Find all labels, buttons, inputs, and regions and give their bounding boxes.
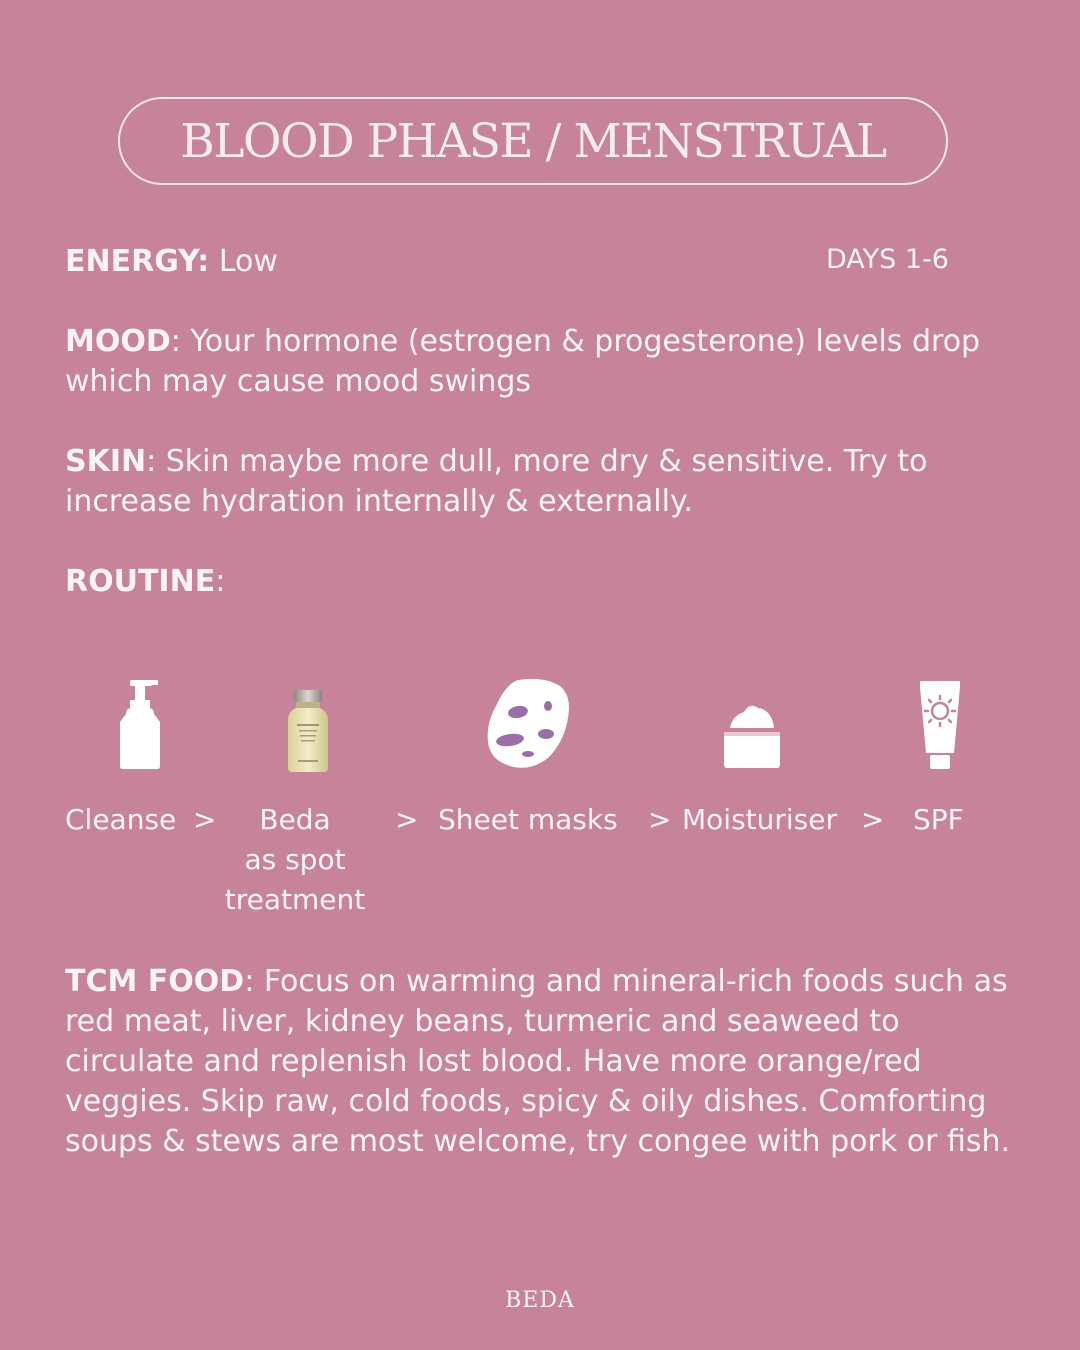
step-sheet-masks: Sheet masks (438, 803, 618, 836)
step-beda-line-3: treatment (224, 883, 366, 916)
brand-footer: BEDA (505, 1288, 575, 1313)
mood-label: MOOD (65, 324, 171, 359)
pump-bottle-icon (112, 676, 168, 772)
step-beda-line-1: Beda (259, 803, 331, 836)
sheet-mask-icon (484, 676, 572, 772)
step-cleanse: Cleanse (65, 803, 177, 836)
title-pill (118, 97, 948, 185)
days-range: DAYS 1-6 (825, 244, 949, 275)
skin-text: : Skin maybe more dull, more dry & sensitive. Try to increase hydration internally & externally. (65, 444, 928, 519)
step-separator: > (395, 803, 419, 836)
cream-jar-icon (722, 700, 782, 770)
step-moisturiser: Moisturiser (682, 803, 837, 836)
mood-paragraph (65, 322, 1015, 402)
beda-bottle-icon (284, 690, 332, 772)
step-separator: > (193, 803, 217, 836)
step-spf: SPF (913, 803, 964, 836)
skin-paragraph (65, 442, 1015, 522)
routine-label: ROUTINE (65, 564, 216, 599)
sunscreen-tube-icon (918, 677, 962, 771)
skin-label: SKIN (65, 444, 147, 479)
step-beda-line-2: as spot (244, 843, 346, 876)
energy-value: Low (209, 244, 278, 279)
mood-text: : Your hormone (estrogen & progesterone) levels drop which may cause mood swings (65, 324, 981, 399)
page-title: BLOOD PHASE / MENSTRUAL (180, 113, 886, 169)
routine-heading (65, 562, 1015, 602)
tcm-food-text: : Focus on warming and mineral-rich foods such as red meat, liver, kidney beans, turmeric and seaweed to circulate and replenish lost blood. Have more orange/red veggies. Skip raw, cold foods, spicy & oily dishes. Comforting soups & stews are most welcome, try congee with pork or fish. (65, 964, 1011, 1159)
step-beda (220, 800, 370, 920)
tcm-food-paragraph (65, 962, 1015, 1162)
energy-label: ENERGY: (65, 244, 210, 279)
step-separator: > (861, 803, 885, 836)
step-separator: > (648, 803, 672, 836)
routine-colon: : (215, 564, 226, 599)
tcm-food-label: TCM FOOD (65, 964, 245, 999)
